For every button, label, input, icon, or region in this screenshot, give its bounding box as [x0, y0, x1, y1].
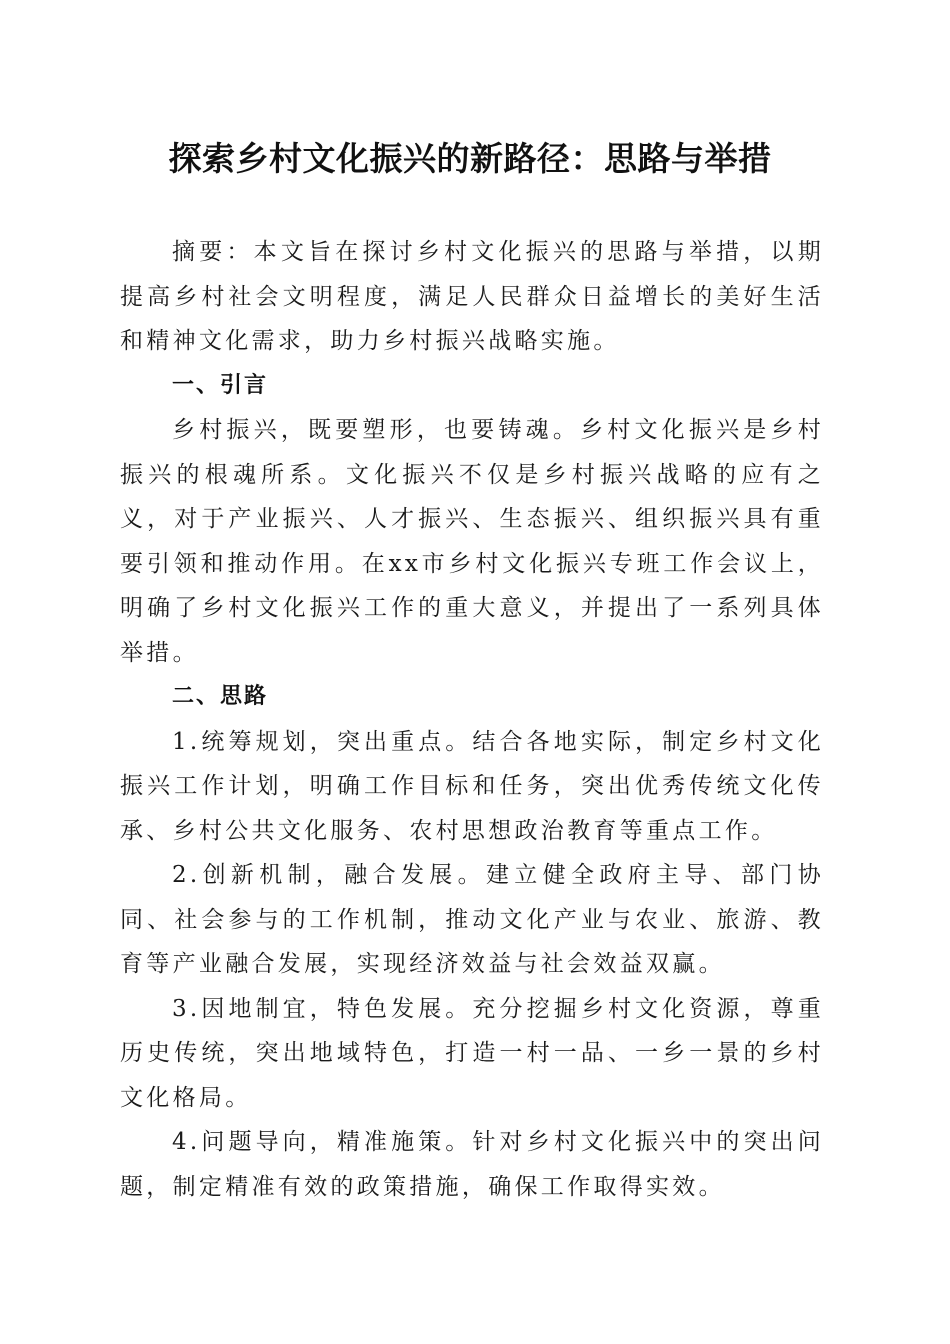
introduction-paragraph: 乡村振兴，既要塑形，也要铸魂。乡村文化振兴是乡村振兴的根魂所系。文化振兴不仅是乡村振兴战略的应有之义，对于产业振兴、人才振兴、生态振兴、组织振兴具有重要引领和推动作用。在xx市乡村文化振兴专班工作会议上，明确了乡村文化振兴工作的重大意义，并提出了一系列具体举措。 [120, 417, 824, 666]
approach-item-1: 1.统筹规划，突出重点。结合各地实际，制定乡村文化振兴工作计划，明确工作目标和任务，突出优秀传统文化传承、乡村公共文化服务、农村思想政治教育等重点工作。 [120, 728, 824, 844]
section-heading-introduction: 一、引言 [172, 372, 269, 398]
section-heading-approach: 二、思路 [172, 684, 269, 709]
approach-item-4: 4.问题导向，精准施策。针对乡村文化振兴中的突出问题，制定精准有效的政策措施，确保工作取得实效。 [120, 1129, 824, 1200]
document-title: 探索乡村文化振兴的新路径：思路与举措 [168, 139, 772, 178]
document-body [120, 230, 824, 1209]
approach-item-2: 2.创新机制，融合发展。建立健全政府主导、部门协同、社会参与的工作机制，推动文化产业与农业、旅游、教育等产业融合发展，实现经济效益与社会效益双赢。 [120, 862, 824, 977]
approach-item-3: 3.因地制宜，特色发展。充分挖掘乡村文化资源，尊重历史传统，突出地域特色，打造一村一品、一乡一景的乡村文化格局。 [120, 995, 824, 1111]
abstract-paragraph: 摘要：本文旨在探讨乡村文化振兴的思路与举措，以期提高乡村社会文明程度，满足人民群众日益增长的美好生活和精神文化需求，助力乡村振兴战略实施。 [120, 239, 824, 354]
